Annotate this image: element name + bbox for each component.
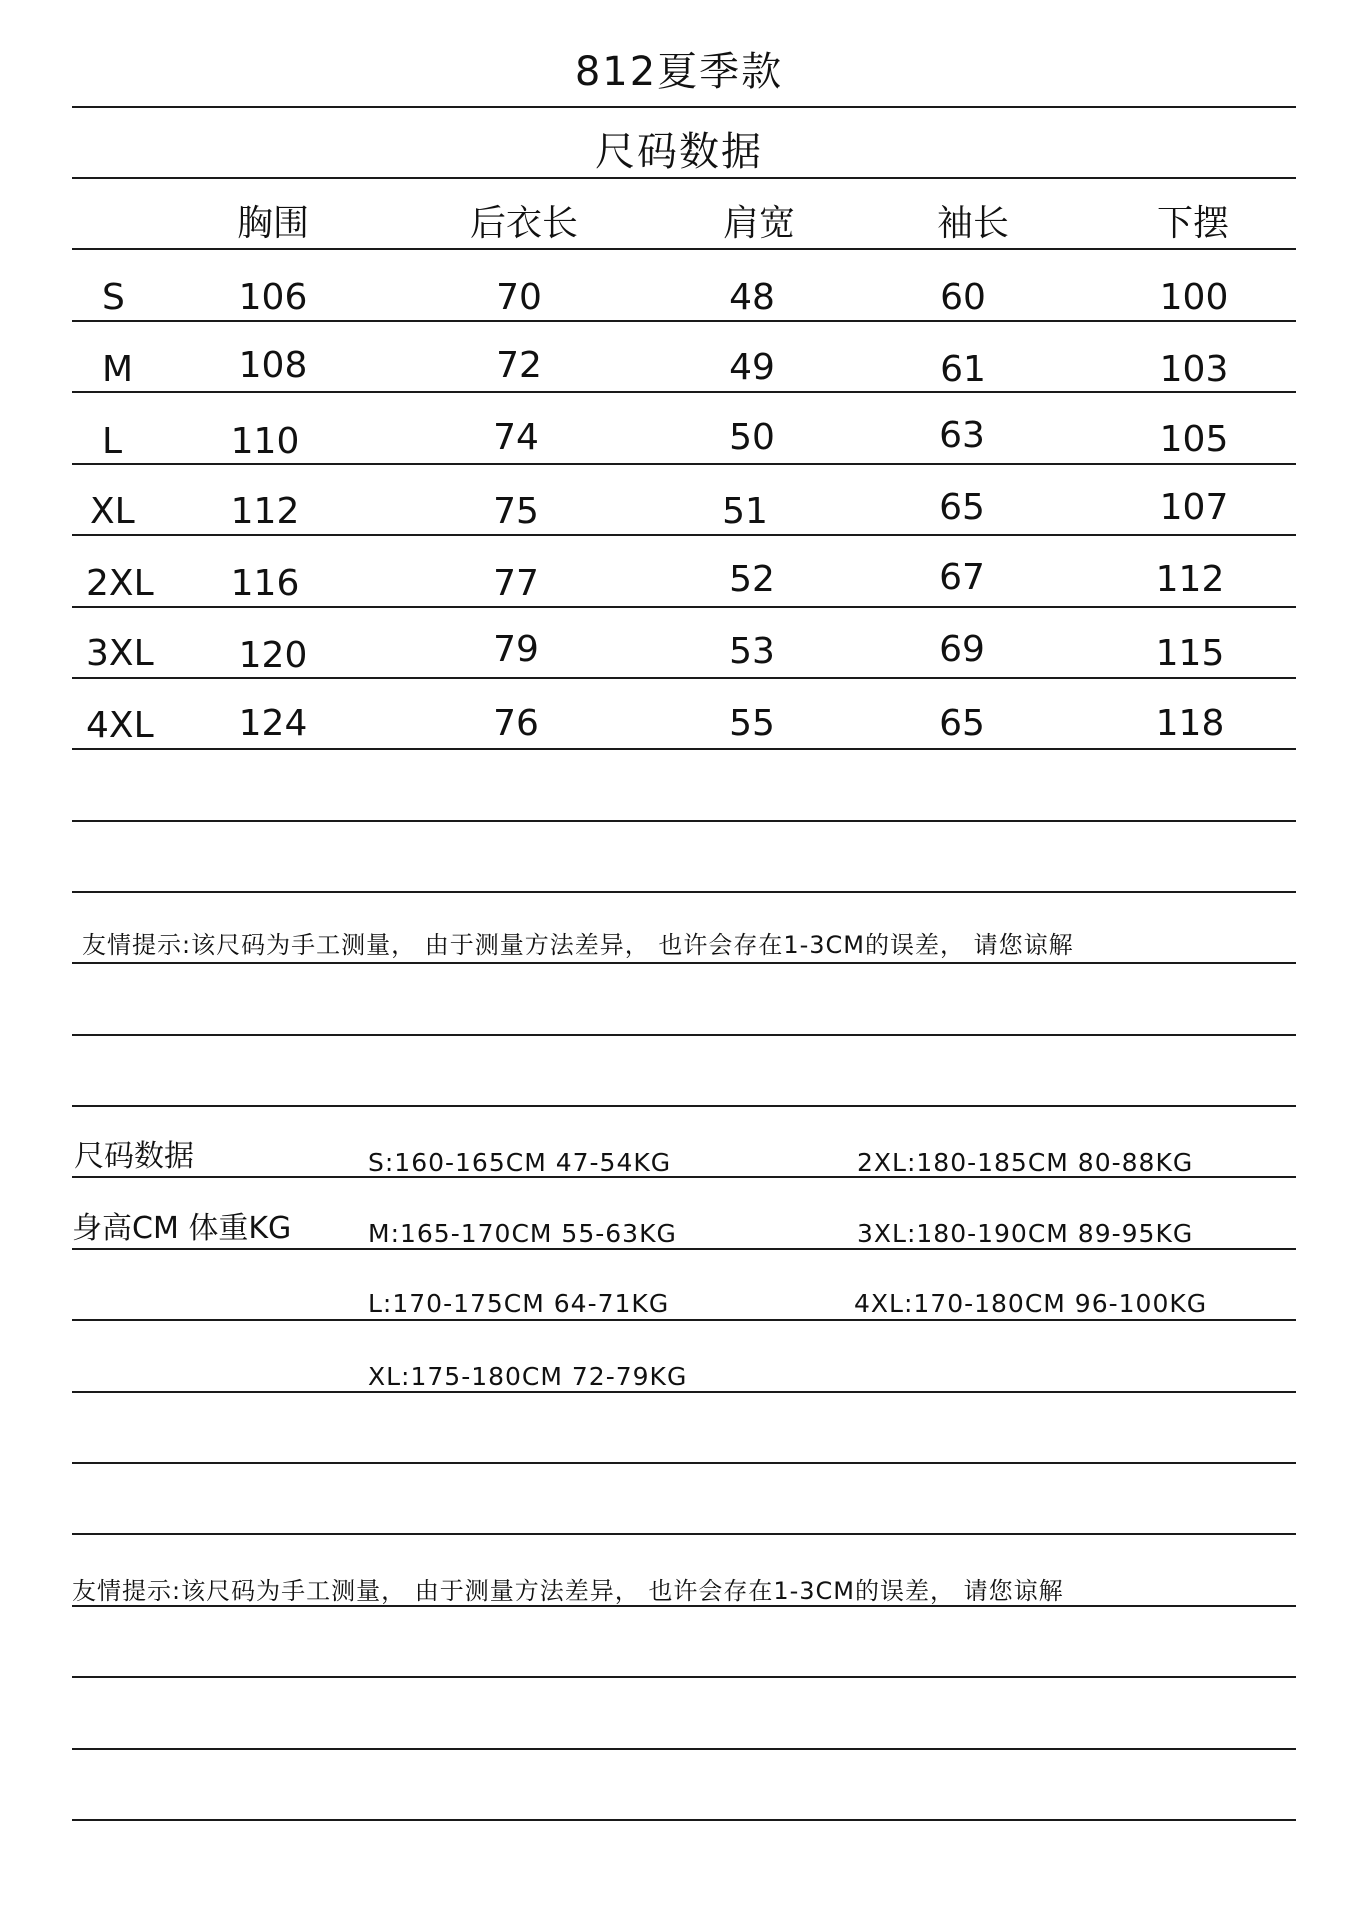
divider (72, 106, 1296, 108)
recommend-item: 4XL:170-180CM 96-100KG (854, 1289, 1208, 1318)
divider (72, 1676, 1296, 1678)
divider (72, 320, 1296, 322)
measurement-note: 友情提示:该尺码为手工测量， 由于测量方法差异， 也许会存在1-3CM的误差， 请您谅解 (72, 1577, 1064, 1605)
divider (72, 1391, 1296, 1393)
divider (72, 1533, 1296, 1535)
hem-value: 112 (1155, 559, 1225, 600)
divider (72, 748, 1296, 750)
shoulder-value: 49 (729, 347, 775, 388)
recommend-item: S:160-165CM 47-54KG (368, 1148, 672, 1177)
hem-value: 107 (1159, 487, 1229, 528)
back-length-value: 74 (493, 417, 539, 458)
divider (72, 1034, 1296, 1036)
shoulder-value: 52 (729, 559, 775, 600)
chest-value: 106 (238, 277, 308, 318)
page-title: 812夏季款 (574, 49, 784, 95)
shoulder-value: 55 (729, 703, 775, 744)
sleeve-value: 65 (939, 703, 985, 744)
measurement-note: 友情提示:该尺码为手工测量， 由于测量方法差异， 也许会存在1-3CM的误差， 请您谅解 (82, 931, 1074, 959)
header-chest: 胸围 (236, 203, 310, 244)
recommend-item: 3XL:180-190CM 89-95KG (857, 1219, 1194, 1248)
chest-value: 108 (238, 345, 308, 386)
recommendation-label: 尺码数据 (74, 1139, 194, 1174)
divider (72, 962, 1296, 964)
back-length-value: 76 (493, 703, 539, 744)
recommend-item: L:170-175CM 64-71KG (368, 1289, 670, 1318)
shoulder-value: 51 (722, 491, 768, 532)
recommend-item: XL:175-180CM 72-79KG (368, 1362, 688, 1391)
sleeve-value: 60 (940, 277, 986, 318)
divider (72, 177, 1296, 179)
divider (72, 1319, 1296, 1321)
chest-value: 124 (238, 703, 308, 744)
header-hem: 下摆 (1156, 203, 1230, 244)
sleeve-value: 65 (939, 487, 985, 528)
hem-value: 103 (1159, 349, 1229, 390)
header-shoulder: 肩宽 (722, 203, 796, 244)
chest-value: 120 (238, 635, 308, 676)
divider (72, 1819, 1296, 1821)
divider (72, 891, 1296, 893)
divider (72, 534, 1296, 536)
divider (72, 1605, 1296, 1607)
size-label: 4XL (86, 705, 154, 746)
divider (72, 391, 1296, 393)
sleeve-value: 67 (939, 557, 985, 598)
sleeve-value: 63 (939, 415, 985, 456)
page-subtitle: 尺码数据 (595, 129, 763, 175)
back-length-value: 77 (493, 563, 539, 604)
header-back-length: 后衣长 (469, 203, 579, 244)
recommendation-units-label: 身高CM 体重KG (72, 1211, 292, 1246)
size-label: M (102, 349, 134, 390)
shoulder-value: 53 (729, 631, 775, 672)
recommend-item: 2XL:180-185CM 80-88KG (857, 1148, 1194, 1177)
size-label: 3XL (86, 633, 154, 674)
back-length-value: 79 (493, 629, 539, 670)
divider (72, 820, 1296, 822)
size-label: S (102, 277, 125, 318)
divider (72, 677, 1296, 679)
back-length-value: 75 (493, 491, 539, 532)
shoulder-value: 48 (729, 277, 775, 318)
divider (72, 1105, 1296, 1107)
chest-value: 112 (230, 491, 300, 532)
shoulder-value: 50 (729, 417, 775, 458)
hem-value: 105 (1159, 419, 1229, 460)
chest-value: 116 (230, 563, 300, 604)
back-length-value: 70 (496, 277, 542, 318)
hem-value: 115 (1155, 633, 1225, 674)
divider (72, 1248, 1296, 1250)
hem-value: 100 (1159, 277, 1229, 318)
sleeve-value: 61 (940, 349, 986, 390)
recommend-item: M:165-170CM 55-63KG (368, 1219, 677, 1248)
header-sleeve: 袖长 (936, 203, 1010, 244)
chest-value: 110 (230, 421, 300, 462)
divider (72, 606, 1296, 608)
size-label: 2XL (86, 563, 154, 604)
size-label: XL (90, 491, 135, 532)
divider (72, 1462, 1296, 1464)
sleeve-value: 69 (939, 629, 985, 670)
back-length-value: 72 (496, 345, 542, 386)
hem-value: 118 (1155, 703, 1225, 744)
size-label: L (102, 421, 123, 462)
divider (72, 463, 1296, 465)
divider (72, 248, 1296, 250)
divider (72, 1748, 1296, 1750)
